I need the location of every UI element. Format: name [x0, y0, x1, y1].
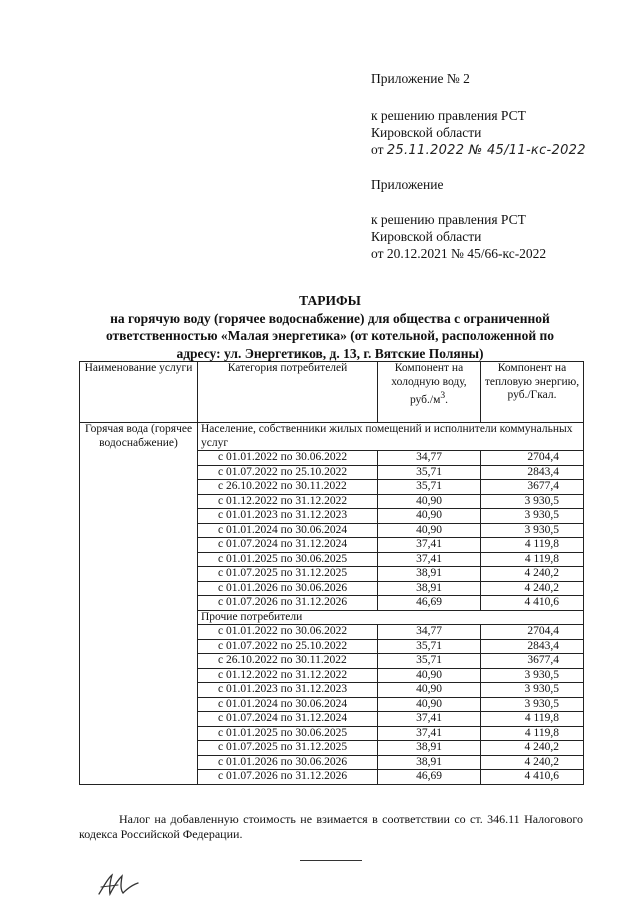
cold-water-unit-sup: 3 [440, 390, 446, 401]
tariff-table [79, 361, 584, 785]
col-header-cold-water [378, 362, 481, 423]
heat-value: 3 930,5 [481, 683, 584, 698]
cold-water-value: 37,41 [378, 552, 481, 567]
period-cell: с 01.12.2022 по 31.12.2022 [198, 494, 378, 509]
cold-water-value: 38,91 [378, 581, 481, 596]
cold-water-value: 38,91 [378, 755, 481, 770]
cold-water-value: 37,41 [378, 538, 481, 553]
heat-value: 4 240,2 [481, 741, 584, 756]
heat-value: 3 930,5 [481, 509, 584, 524]
period-cell: с 01.07.2026 по 31.12.2026 [198, 770, 378, 785]
vat-footnote: Налог на добавленную стоимость не взимается в соответствии со ст. 346.11 Налогового кодекса Российской Федерации. [79, 812, 583, 841]
appendix-number: Приложение № 2 [371, 71, 470, 86]
col-header-heat: Компонент на тепловую энергию, руб./Гкал. [481, 362, 584, 423]
cold-water-label-end: . [445, 393, 449, 406]
heat-value: 4 119,8 [481, 538, 584, 553]
cold-water-value: 40,90 [378, 697, 481, 712]
period-cell: с 01.07.2022 по 25.10.2022 [198, 639, 378, 654]
period-cell: с 01.01.2024 по 30.06.2024 [198, 697, 378, 712]
title-heading: ТАРИФЫ [299, 293, 361, 308]
heat-value: 3677,4 [481, 654, 584, 669]
cold-water-value: 34,77 [378, 625, 481, 640]
cold-water-value: 40,90 [378, 668, 481, 683]
heat-value: 4 240,2 [481, 581, 584, 596]
period-cell: с 01.07.2025 по 31.12.2025 [198, 567, 378, 582]
heat-value: 3 930,5 [481, 668, 584, 683]
service-name-cell: Горячая вода (горячее водоснабжение) [80, 423, 198, 785]
period-cell: с 01.07.2024 по 31.12.2024 [198, 538, 378, 553]
decision2-line-2: Кировской области [371, 229, 482, 244]
period-cell: с 01.01.2026 по 30.06.2026 [198, 755, 378, 770]
decision2-line-1: к решению правления РСТ [371, 212, 526, 227]
category-row [80, 423, 584, 451]
cold-water-value: 38,91 [378, 741, 481, 756]
cold-water-value: 46,69 [378, 596, 481, 611]
cold-water-value: 35,71 [378, 654, 481, 669]
heat-value: 2843,4 [481, 465, 584, 480]
heat-value: 4 410,6 [481, 596, 584, 611]
period-cell: с 01.01.2023 по 31.12.2023 [198, 683, 378, 698]
period-cell: с 01.01.2024 по 30.06.2024 [198, 523, 378, 538]
cold-water-value: 34,77 [378, 451, 481, 466]
title-line-2: на горячую воду (горячее водоснабжение) для общества с ограниченной [110, 310, 550, 326]
period-cell: с 01.01.2025 по 30.06.2025 [198, 552, 378, 567]
col-header-category: Категория потребителей [198, 362, 378, 423]
decision-line-1: к решению правления РСТ [371, 108, 526, 123]
decision-date-prefix: от [371, 142, 384, 157]
decision2-line-3: от 20.12.2021 № 45/66-кс-2022 [371, 246, 547, 261]
cold-water-value: 40,90 [378, 523, 481, 538]
period-cell: с 01.01.2026 по 30.06.2026 [198, 581, 378, 596]
decision-line-3 [371, 141, 586, 159]
period-cell: с 01.07.2026 по 31.12.2026 [198, 596, 378, 611]
cold-water-value: 38,91 [378, 567, 481, 582]
heat-value: 3677,4 [481, 480, 584, 495]
cold-water-value: 40,90 [378, 683, 481, 698]
col-header-service: Наименование услуги [80, 362, 198, 423]
period-cell: с 01.07.2024 по 31.12.2024 [198, 712, 378, 727]
consumer-category: Прочие потребители [198, 610, 584, 625]
period-cell: с 01.01.2023 по 31.12.2023 [198, 509, 378, 524]
decision-line-2: Кировской области [371, 125, 482, 140]
period-cell: с 01.07.2025 по 31.12.2025 [198, 741, 378, 756]
title-line-3: ответственностью «Малая энергетика» (от котельной, расположенной по [105, 328, 555, 343]
cold-water-label: Компонент на холодную воду, руб./м [391, 362, 467, 406]
cold-water-value: 37,41 [378, 726, 481, 741]
heat-value: 4 119,8 [481, 726, 584, 741]
heat-value: 4 119,8 [481, 712, 584, 727]
heat-value: 4 240,2 [481, 755, 584, 770]
heat-value: 3 930,5 [481, 494, 584, 509]
heat-value: 4 410,6 [481, 770, 584, 785]
period-cell: с 01.01.2022 по 30.06.2022 [198, 451, 378, 466]
appendix-label: Приложение [371, 177, 444, 192]
signature-line [300, 860, 362, 861]
heat-value: 2843,4 [481, 639, 584, 654]
title-line-4: адресу: ул. Энергетиков, д. 13, г. Вятские Поляны) [176, 345, 484, 361]
handwritten-decision-number: 25.11.2022 № 45/11-кс-2022 [386, 143, 586, 158]
heat-value: 4 240,2 [481, 567, 584, 582]
period-cell: с 01.12.2022 по 31.12.2022 [198, 668, 378, 683]
document-title [70, 292, 590, 362]
cold-water-value: 40,90 [378, 509, 481, 524]
consumer-category: Население, собственники жилых помещений и исполнители коммунальных услуг [198, 423, 584, 451]
cold-water-value: 37,41 [378, 712, 481, 727]
heat-value: 3 930,5 [481, 697, 584, 712]
period-cell: с 01.07.2022 по 25.10.2022 [198, 465, 378, 480]
table-header-row [80, 362, 584, 423]
heat-value: 2704,4 [481, 625, 584, 640]
period-cell: с 26.10.2022 по 30.11.2022 [198, 654, 378, 669]
handwritten-initials-icon [96, 872, 142, 898]
heat-value: 3 930,5 [481, 523, 584, 538]
period-cell: с 01.01.2022 по 30.06.2022 [198, 625, 378, 640]
heat-value: 2704,4 [481, 451, 584, 466]
period-cell: с 26.10.2022 по 30.11.2022 [198, 480, 378, 495]
heat-value: 4 119,8 [481, 552, 584, 567]
cold-water-value: 35,71 [378, 465, 481, 480]
cold-water-value: 46,69 [378, 770, 481, 785]
cold-water-value: 35,71 [378, 639, 481, 654]
cold-water-value: 35,71 [378, 480, 481, 495]
period-cell: с 01.01.2025 по 30.06.2025 [198, 726, 378, 741]
cold-water-value: 40,90 [378, 494, 481, 509]
